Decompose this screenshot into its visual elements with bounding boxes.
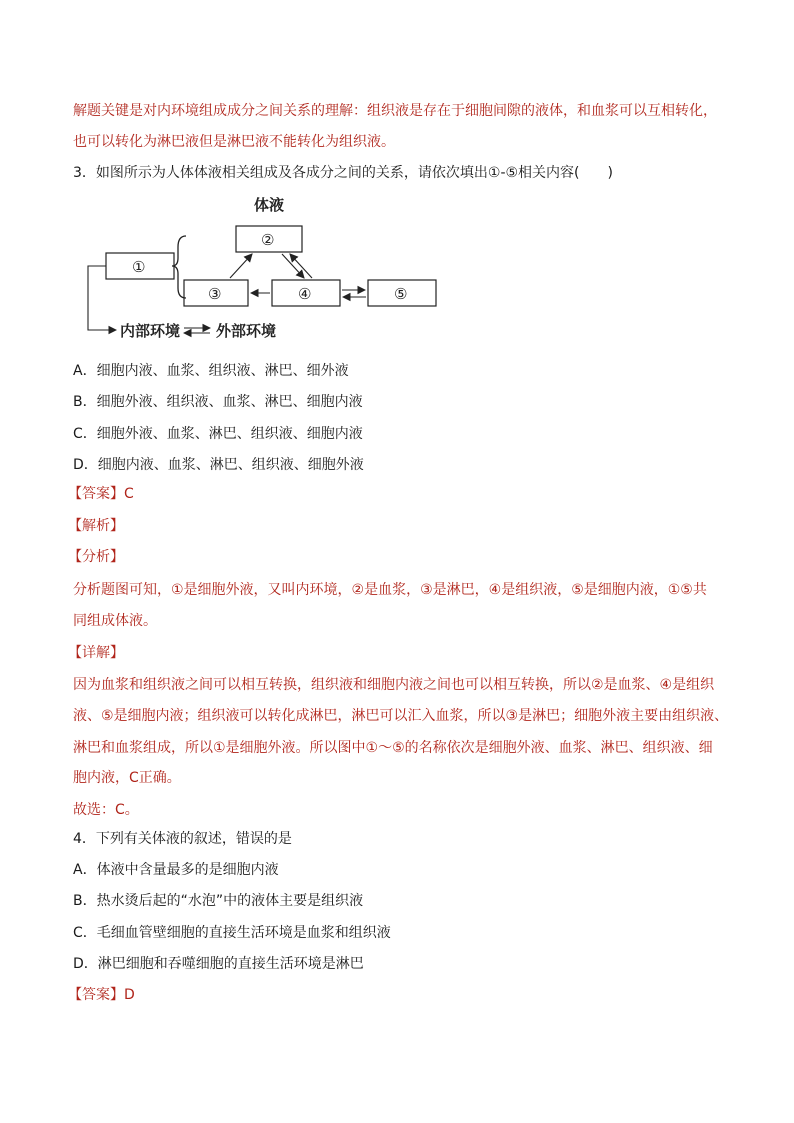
intro-line-2: 也可以转化为淋巴液但是淋巴液不能转化为组织液。 xyxy=(73,134,395,150)
q3-stem: 3．如图所示为人体体液相关组成及各成分之间的关系，请依次填出①-⑤相关内容( ) xyxy=(73,165,613,181)
q3-analysis-tag: 【解析】 xyxy=(68,518,124,534)
q4-stem: 4．下列有关体液的叙述，错误的是 xyxy=(73,831,292,847)
q4-option-b: B．热水烫后起的“水泡”中的液体主要是组织液 xyxy=(73,893,364,909)
body-fluid-diagram xyxy=(86,192,446,342)
q3-detail-line-4: 胞内液，C正确。 xyxy=(73,770,181,786)
q3-fenxi-line-2: 同组成体液。 xyxy=(73,613,157,629)
q3-fenxi-tag: 【分析】 xyxy=(68,549,124,565)
arrow-3-to-2 xyxy=(230,254,252,278)
q3-detail-line-2: 液、⑤是细胞内液；组织液可以转化成淋巴，淋巴可以汇入血浆，所以③是淋巴；细胞外液主要由组织液、 xyxy=(73,708,729,724)
q3-answer xyxy=(68,484,134,504)
q3-detail-tag: 【详解】 xyxy=(68,645,124,661)
diagram-external-env: 外部环境 xyxy=(216,322,277,340)
answer-tag: 【答案】 xyxy=(68,987,124,1003)
q3-detail-line-1: 因为血浆和组织液之间可以相互转换，组织液和细胞内液之间也可以相互转换，所以②是血浆、④是组织 xyxy=(73,677,715,693)
diagram-box-2-label: ② xyxy=(261,231,275,249)
q3-detail-line-3: 淋巴和血浆组成，所以①是细胞外液。所以图中①～⑤的名称依次是细胞外液、血浆、淋巴、组织液、细 xyxy=(73,740,713,756)
answer-tag: 【答案】 xyxy=(68,486,124,502)
intro-line-1: 解题关键是对内环境组成成分之间关系的理解：组织液是存在于细胞间隙的液体，和血浆可以互相转化， xyxy=(73,103,717,119)
q3-conclusion: 故选：C。 xyxy=(73,802,139,818)
q3-fenxi-line-1: 分析题图可知，①是细胞外液，又叫内环境，②是血浆，③是淋巴，④是组织液，⑤是细胞内液，①⑤共 xyxy=(73,582,707,598)
diagram-box-3-label: ③ xyxy=(208,285,222,303)
q4-option-a: A．体液中含量最多的是细胞内液 xyxy=(73,862,279,878)
diagram-internal-env: 内部环境 xyxy=(120,322,181,340)
diagram-box-4-label: ④ xyxy=(298,285,312,303)
q4-option-c: C．毛细血管壁细胞的直接生活环境是血浆和组织液 xyxy=(73,925,391,941)
q4-option-d: D．淋巴细胞和吞噬细胞的直接生活环境是淋巴 xyxy=(73,956,364,972)
q3-option-a: A．细胞内液、血浆、组织液、淋巴、细外液 xyxy=(73,363,349,379)
diagram-box-5-label: ⑤ xyxy=(394,285,408,303)
q3-option-c: C．细胞外液、血浆、淋巴、组织液、细胞内液 xyxy=(73,426,363,442)
answer-value: D xyxy=(124,987,135,1003)
q3-option-b: B．细胞外液、组织液、血浆、淋巴、细胞内液 xyxy=(73,394,363,410)
q4-answer xyxy=(68,985,135,1005)
answer-value: C xyxy=(124,486,134,502)
q3-option-d: D．细胞内液、血浆、淋巴、组织液、细胞外液 xyxy=(73,457,364,473)
diagram-title: 体液 xyxy=(254,196,285,214)
connector-1-to-internal xyxy=(88,266,116,330)
diagram-box-1-label: ① xyxy=(132,258,146,276)
